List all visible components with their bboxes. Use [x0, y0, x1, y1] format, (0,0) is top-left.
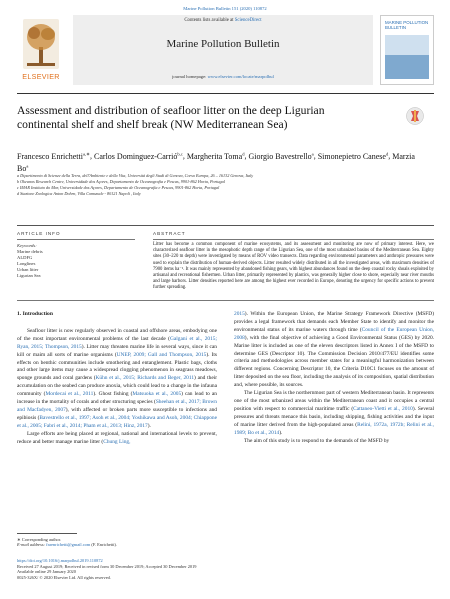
keyword: Longlines: [17, 261, 36, 266]
citation-link[interactable]: Galgani et al., 2015; Ryan, 2015; Thompson, 2015: [17, 335, 217, 350]
citation-link[interactable]: Cattaneo-Vietti et al., 2010: [353, 405, 413, 412]
citation-link[interactable]: 2015: [234, 311, 245, 317]
body-column-right: [234, 311, 434, 445]
text-run: Large efforts are being placed at regional, national and international levels to prevent, reduce and better manage marine litter (: [17, 430, 217, 445]
paragraph: [17, 328, 217, 431]
email-link[interactable]: fraenrichetti@gmail.com: [46, 542, 91, 548]
body-column-left: [17, 311, 217, 447]
sciencedirect-link[interactable]: ScienceDirect: [234, 18, 262, 23]
text-run: ). Several pressures and threats menace this basin, including shipping, fishing activities and the input of marine litter derived from the high-populated areas (: [234, 405, 434, 428]
text-run: The Ligurian Sea is the northernmost part of western Mediterranean basin. It represents one of the most urbanized areas within the Mediterranean coast and it occupies a central position with respect to commercial maritime traffic (: [234, 390, 434, 412]
affiliation: d Stazione Zoologica Anton Dohrn, Villa Comunale - 80121 Napoli , Italy: [17, 191, 141, 196]
homepage-link[interactable]: www.elsevier.com/locate/marpolbul: [207, 74, 274, 79]
publication-info: [17, 558, 427, 580]
keyword: ALDFG: [17, 255, 33, 260]
text-run: ).: [279, 429, 283, 436]
paragraphs: [17, 328, 217, 447]
masthead-banner: [73, 15, 373, 85]
paragraph: [17, 431, 217, 447]
abstract-text: Litter has become a common component of marine ecosystems, and its assessment and monitoring are now of primary interest. Here, we characterized seafloor litter in the mesophotic depth range of the Ligurian Sea, one of the most urbanized basins of the Mediterranean Sea. Eighty sites (30–220 m depth) were investigated by means of ROV video transects. Data regarding environmental parameters and anthropic pressures were used to explain the distribution of human-derived objects. Litter resulted widely distributed in all the investigated areas, with maximum densities of 7900 items ha⁻¹. It was mainly represented by abandoned fishing gears, with highest abundances found on the deep coastal rocky shoals exploited by artisanal and recreational fishermen. Urban litter, primarily represented by plastics, was generally higher close to shore, especially near river mouths and large harbors. Litter densities reported here are among the highest ever recorded in Europe, denoting the urgency for specific actions to prevent further spreading.: [153, 242, 434, 291]
publisher-name: ELSEVIER: [22, 72, 60, 81]
cover-image: [385, 35, 429, 79]
section-divider: [17, 225, 434, 226]
paragraphs: [234, 311, 434, 445]
citation-link[interactable]: Kühn et al., 2015; Richards and Beger, 2011: [95, 375, 195, 382]
article-title: Assessment and distribution of seafloor litter on the deep Ligurian continental shelf and shelf break (NW Mediterranean Sea): [17, 104, 325, 131]
paragraph: [234, 390, 434, 437]
text-run: ), with affected or broken parts more susceptible to infections and epibiosis (: [17, 406, 217, 421]
email-line: E-mail address: fraenrichetti@gmail.com (F. Enrichetti).: [17, 542, 117, 548]
footnote-divider: [17, 533, 77, 534]
citation-link[interactable]: Relini, 1972a, 1972b; Relini et al., 1989; Bo et al., 2014: [234, 421, 434, 436]
affiliation: a Dipartimento di Scienze della Terra, dell'Ambiente e della Vita, Università degli Studi di Genova, Corso Europa, 26 – 16132 Genova, Italy: [17, 173, 254, 178]
abstract-end-divider: [17, 300, 434, 301]
abstract-divider: [153, 239, 434, 240]
homepage-line: [73, 74, 373, 79]
text-run: ) can lead to an increase in the mortality of corals and other structuring species (: [17, 391, 217, 406]
affiliation: b Okeanos Research Centre, Universidade dos Açores, Departamento de Oceanografia e Pescas, 9901-862 Horta, Portugal: [17, 179, 225, 184]
citation-link[interactable]: UNEP, 2009; Gall and Thompson, 2015: [116, 351, 207, 358]
text-run: Seafloor litter is now regularly observed in coastal and offshore areas, embodying one of the most important environmental problems of the last decade (: [17, 327, 217, 342]
citation-link[interactable]: Bavestrello et al., 1997; Asoh et al., 2004; Yoshikawa and Asoh, 2004; Chiappone et al., 2005; Fabri et al., 2014; Pham et al., 2013; Hinz, 2017: [17, 414, 217, 429]
text-run: ).: [147, 422, 151, 429]
author-list: Francesco Enrichetti$^{a,∗}$, Carlos Dominguez-Carrió$^{b,c}$, Margherita Toma$^d$, Giorgio Bavestrello$^a$, Simonepietro Canese$^d$, Marzia Bo$^a$: [17, 151, 415, 174]
text-run: ), with the final objective of achieving a Good Environmental Status (GES) by 2020. Marine litter is included as one of the eleven descriptors listed in Annex I of the MSFD to determine GES (Descriptor 10). The Commission Decision 2010/477/EU identifies some criteria and methodologies across member states for a meaningful harmonization between different regions. Concerning Descriptor 10, the Criteria D10C1 focuses on the amount of litter deposited on the sea floor, including the analysis of its composition, spatial distribution and, where possible, its sources.: [234, 334, 434, 389]
text-run: The aim of this study is to respond to the demands of the MSFD by: [244, 437, 390, 444]
citation-link[interactable]: Chung Ling,: [103, 438, 131, 445]
received-line: Received 27 August 2019; Received in revised form 30 December 2019; Accepted 30 December 2019: [17, 563, 197, 569]
author[interactable]: Giorgio Bavestrello$^a$: [248, 151, 314, 161]
author[interactable]: Marzia Bo$^a$: [17, 151, 415, 174]
author[interactable]: Carlos Dominguez-Carrió$^{b,c}$: [94, 151, 183, 161]
available-line: Available online 29 January 2020: [17, 569, 76, 575]
elsevier-logo[interactable]: [17, 15, 65, 83]
keyword: Ligurian Sea: [17, 273, 41, 278]
paragraph: [234, 438, 434, 446]
affiliations: [17, 173, 427, 197]
keywords-label: Keywords:: [17, 243, 37, 248]
contents-prefix: Contents lists available at: [184, 18, 235, 23]
journal-title: Marine Pollution Bulletin: [166, 38, 280, 50]
copyright-line: 0025-326X/ © 2020 Elsevier Ltd. All rights reserved.: [17, 574, 111, 580]
text-run: ). Ghost fishing (: [93, 391, 133, 398]
homepage-prefix: journal homepage:: [172, 74, 208, 79]
cover-title: MARINE POLLUTION BULLETIN: [385, 20, 429, 30]
masthead: [17, 15, 434, 94]
paragraph: [234, 311, 434, 390]
section-title: 1. Introduction: [17, 311, 53, 317]
header-divider: [17, 93, 434, 94]
contents-line: [73, 18, 373, 23]
text-run: ). Litter may threaten marine life in several ways, since it can kill or maim all sorts of marine organisms (: [17, 343, 217, 358]
citation-link[interactable]: Mordecai et al., 2011: [45, 391, 94, 398]
author[interactable]: Margherita Toma$^d$: [186, 151, 245, 161]
citation-link[interactable]: Matsuoka et al., 2005: [132, 391, 182, 398]
keyword: Urban litter: [17, 267, 39, 272]
doi-link[interactable]: https://doi.org/10.1016/j.marpolbul.2019.110872: [17, 558, 103, 563]
keyword: Marine debris: [17, 249, 43, 254]
affiliation: c IMAR Instituto do Mar, Universidade dos Açores, Departamento de Oceanografia e Pescas, 9901-862 Horta, Portugal: [17, 185, 220, 190]
tree-icon: [23, 19, 59, 69]
author[interactable]: Simonepietro Canese$^d$: [317, 151, 389, 161]
abstract-heading: ABSTRACT: [153, 231, 186, 236]
crossmark-icon[interactable]: [406, 107, 424, 125]
text-run: ). Within the European Union, the Marine Strategy Framework Directive (MSFD) provides a legal framework that demands each Member State to identify and monitor the environmental status of its marine waters through time (: [234, 311, 434, 333]
text-run: ). Its effects on benthic communities include smothering and entanglement. Plastic bags, cloths and other large items may cause a widespread clogging phenomenon in seagrass meadows, sponge grounds and coral gardens (: [17, 351, 218, 382]
citation-link[interactable]: Council of the European Union, 2008: [234, 326, 434, 341]
citation-link[interactable]: Sheehan et al., 2017; Brown and Macfadyen, 2007: [17, 399, 217, 413]
article-info-heading: ARTICLE INFO: [17, 231, 61, 236]
info-divider: [17, 239, 135, 240]
corresponding-author: ∗ Corresponding author.: [17, 537, 62, 542]
journal-reference: Marine Pollution Bulletin 151 (2020) 110872: [183, 6, 267, 11]
keywords: [17, 243, 135, 279]
journal-cover[interactable]: [380, 15, 434, 85]
footnote: [17, 537, 427, 548]
text-run: ) and their accumulation on the seabed can produce anoxia, which could lead to a change in the infauna community (: [17, 375, 218, 398]
author[interactable]: Francesco Enrichetti$^{a,∗}$: [17, 151, 91, 161]
